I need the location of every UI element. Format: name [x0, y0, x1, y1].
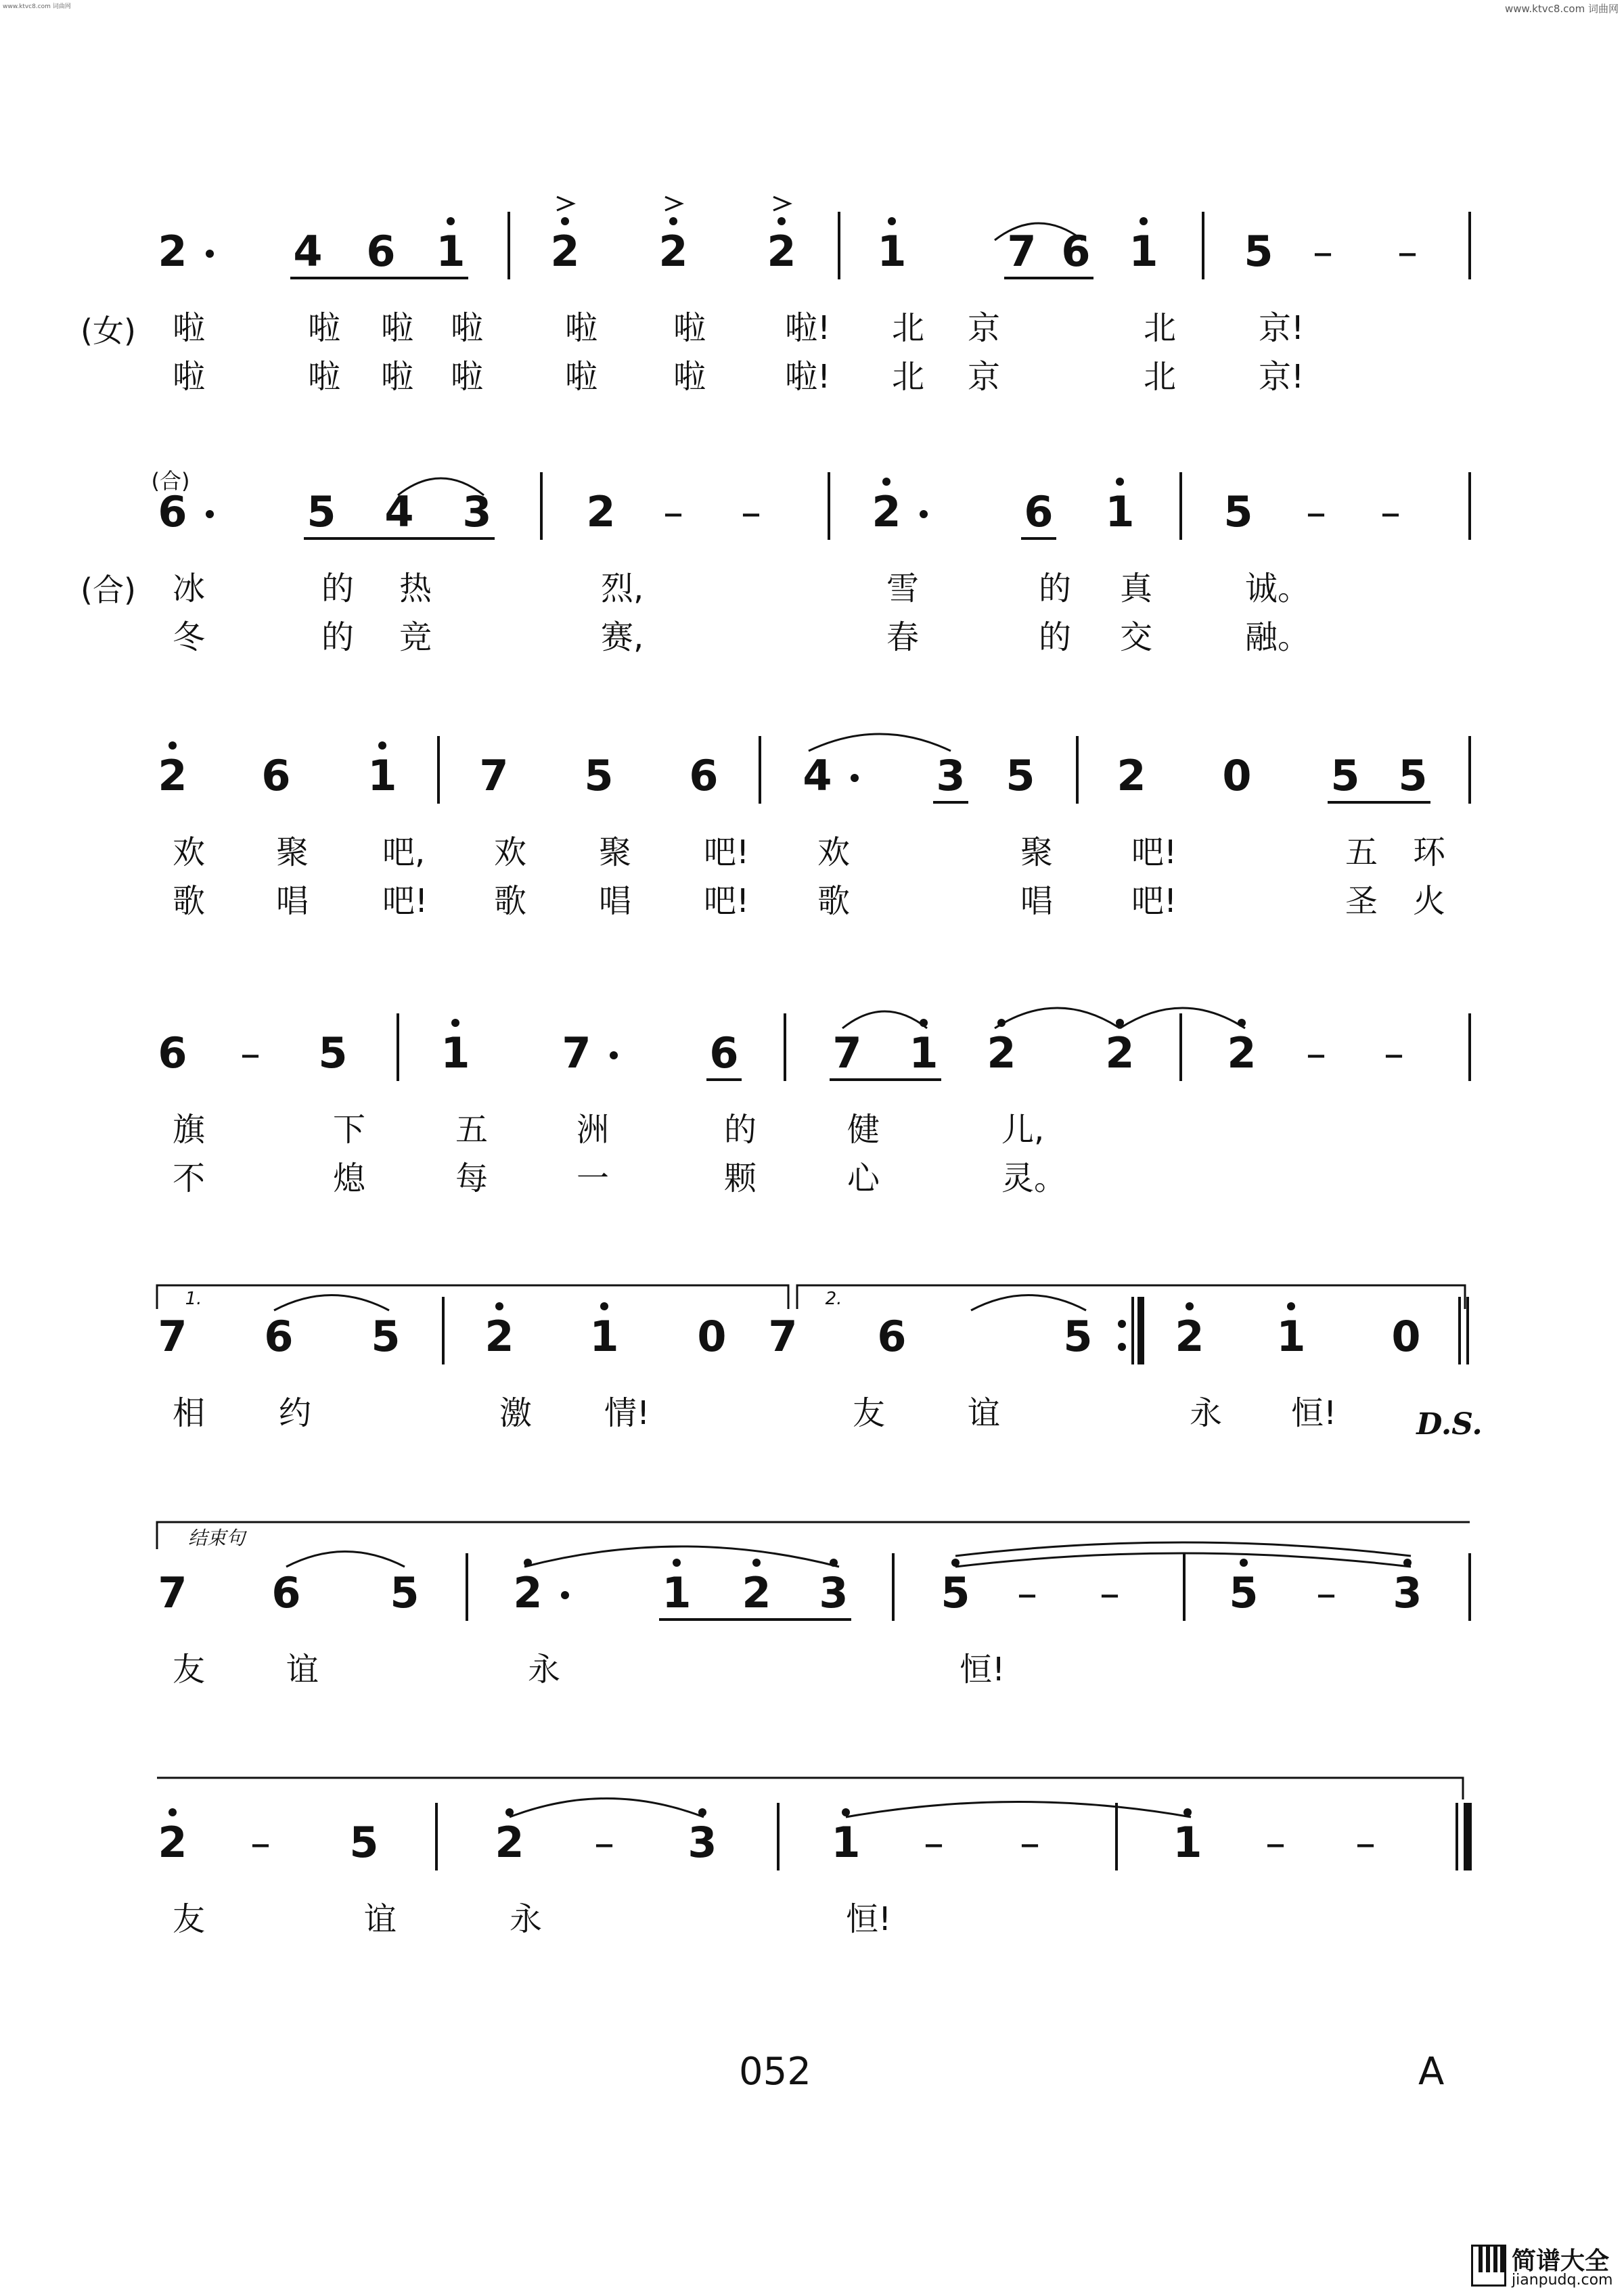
- volta-1-label: 1.: [185, 1289, 202, 1309]
- lyric-syllable: 下: [333, 1111, 366, 1149]
- lyric-syllable: 聚: [599, 833, 632, 871]
- lyric-syllable: 春: [886, 618, 920, 656]
- note-digit: 2: [586, 487, 616, 536]
- slur: [524, 1546, 839, 1567]
- note-digit: 2: [513, 1568, 543, 1617]
- extension-dash: –: [1017, 1570, 1037, 1617]
- high-octave-dot: [495, 1302, 503, 1310]
- note-digit: 6: [158, 1028, 187, 1078]
- lyric-syllable: 谊: [364, 1900, 397, 1938]
- lyric-syllable: 旗: [173, 1111, 206, 1149]
- note-digit: 4: [293, 227, 323, 276]
- note-digit: 5: [307, 487, 336, 536]
- lyric-syllable: 啦: [308, 358, 341, 396]
- note-digit: 7: [832, 1028, 862, 1078]
- repeat-dot: [1118, 1320, 1126, 1328]
- logo-title: 简谱大全: [1512, 2247, 1610, 2275]
- note-digit: 2: [1116, 751, 1146, 800]
- note-digit: 2: [158, 751, 187, 800]
- lyric-syllable: 健: [847, 1111, 880, 1149]
- note-digit: 7: [158, 1312, 187, 1361]
- lyric-syllable: 啦: [173, 309, 206, 347]
- lyric-syllable: 恒!: [1291, 1394, 1337, 1432]
- note-digit: 5: [349, 1818, 379, 1867]
- augmentation-dot: [206, 250, 214, 258]
- slur: [286, 1552, 405, 1567]
- lyric-syllable: 雪: [886, 570, 920, 607]
- extension-dash: –: [1306, 489, 1326, 536]
- lyric-syllable: 火: [1413, 882, 1446, 920]
- augmentation-dot: [610, 1051, 618, 1059]
- lyric-syllable: 不: [173, 1160, 206, 1197]
- note-digit: 1: [1276, 1312, 1306, 1361]
- high-octave-dot: [561, 217, 569, 225]
- lyric-syllable: 灵。: [1001, 1160, 1067, 1197]
- lyric-syllable: 心: [847, 1160, 880, 1197]
- lyric-syllable: 欢: [817, 833, 851, 871]
- note-digit: 3: [936, 751, 966, 800]
- note-digit: 5: [1063, 1312, 1093, 1361]
- note-digit: 1: [367, 751, 397, 800]
- lyric-syllable: 吧,: [382, 833, 426, 871]
- lyric-syllable: 吧!: [1131, 882, 1177, 920]
- high-octave-dot: [669, 217, 677, 225]
- note-digit: 5: [371, 1312, 401, 1361]
- lyric-syllable: 歌: [494, 882, 527, 920]
- lyric-syllable: 环: [1413, 833, 1446, 871]
- note-digit: 2: [158, 1818, 187, 1867]
- note-digit: 7: [562, 1028, 591, 1078]
- lyric-syllable: 北: [1144, 358, 1177, 396]
- lyric-syllable: 吧!: [704, 882, 750, 920]
- lyric-syllable: 啦: [673, 309, 706, 347]
- extension-dash: –: [1355, 1820, 1376, 1867]
- extension-dash: –: [1397, 229, 1418, 276]
- extension-dash: –: [1265, 1820, 1286, 1867]
- lyric-syllable: 北: [892, 309, 925, 347]
- coda-bracket-continued: [157, 1778, 1463, 1799]
- note-digit: 1: [877, 227, 907, 276]
- note-digit: 4: [803, 751, 832, 800]
- high-octave-dot: [1116, 478, 1124, 486]
- note-digit: 5: [941, 1568, 970, 1617]
- lyric-syllable: 烈,: [601, 570, 644, 607]
- note-digit: 5: [1398, 751, 1428, 800]
- lyric-syllable: 啦: [381, 309, 414, 347]
- lyric-syllable: 京: [968, 358, 1001, 396]
- note-digit: 2: [158, 227, 187, 276]
- lyric-syllable: 永: [1190, 1394, 1223, 1432]
- augmentation-dot: [851, 774, 859, 782]
- accent-mark: [773, 197, 790, 210]
- lyric-syllable: 热: [399, 570, 432, 607]
- extension-dash: –: [240, 1030, 261, 1078]
- note-digit: 6: [709, 1028, 739, 1078]
- coda-label: 结束句: [187, 1527, 246, 1549]
- note-digit: 3: [1393, 1568, 1422, 1617]
- lyric-syllable: 五: [1345, 833, 1378, 871]
- note-digit: 2: [742, 1568, 771, 1617]
- lyric-syllable: 京!: [1259, 309, 1305, 347]
- note-digit: 7: [768, 1312, 798, 1361]
- extension-dash: –: [1380, 489, 1401, 536]
- lyric-syllable: 啦: [173, 358, 206, 396]
- note-digit: 5: [390, 1568, 420, 1617]
- lyric-syllable: 北: [892, 358, 925, 396]
- lyric-syllable: 约: [279, 1394, 312, 1432]
- augmentation-dot: [920, 510, 928, 518]
- lyric-syllable: 啦: [673, 358, 706, 396]
- lyric-syllable: 冰: [173, 570, 206, 607]
- dal-segno-mark: D.S.: [1416, 1407, 1483, 1442]
- lyric-syllable: 京: [968, 309, 1001, 347]
- note-digit: 5: [584, 751, 614, 800]
- extension-dash: –: [924, 1820, 944, 1867]
- lyric-syllable: 唱: [1020, 882, 1054, 920]
- lyric-syllable: 五: [455, 1111, 489, 1149]
- slur: [510, 1799, 704, 1818]
- note-digit: 1: [436, 227, 466, 276]
- note-digit: 7: [1007, 227, 1037, 276]
- high-octave-dot: [1287, 1302, 1295, 1310]
- slur: [809, 734, 951, 751]
- lyric-syllable: 啦: [381, 358, 414, 396]
- header-left-text: www.ktvc8.com 词曲网: [3, 3, 71, 10]
- lyric-syllable: 的: [724, 1111, 757, 1149]
- slur: [842, 1011, 927, 1028]
- augmentation-dot: [561, 1591, 569, 1599]
- note-digit: 2: [987, 1028, 1016, 1078]
- lyric-syllable: 诚。: [1245, 570, 1311, 607]
- note-digit: 2: [1175, 1312, 1204, 1361]
- extension-dash: –: [250, 1820, 271, 1867]
- lyric-syllable: 欢: [173, 833, 206, 871]
- chorus-small-label: (合): [151, 468, 190, 494]
- note-digit: 0: [697, 1312, 727, 1361]
- lyric-syllable: 永: [528, 1651, 561, 1689]
- lyric-syllable: 融。: [1245, 618, 1311, 656]
- lyric-syllable: 的: [321, 618, 355, 656]
- lyric-syllable: 冬: [173, 618, 206, 656]
- extension-dash: –: [1313, 229, 1333, 276]
- note-digit: 5: [1223, 487, 1253, 536]
- female-part-label: (女): [81, 313, 136, 349]
- lyric-syllable: 啦: [308, 309, 341, 347]
- lyric-syllable: 恒!: [846, 1900, 892, 1938]
- lyric-syllable: 激: [499, 1394, 533, 1432]
- lyric-syllable: 洲: [577, 1111, 610, 1149]
- lyric-syllable: 真: [1120, 570, 1153, 607]
- lyric-syllable: 相: [173, 1394, 206, 1432]
- note-digit: 2: [484, 1312, 514, 1361]
- lyric-syllable: 的: [321, 570, 355, 607]
- high-octave-dot: [752, 1559, 761, 1567]
- high-octave-dot: [168, 1808, 177, 1816]
- lyric-syllable: 颗: [724, 1160, 757, 1197]
- lyric-syllable: 交: [1120, 618, 1153, 656]
- accent-mark: [665, 197, 681, 210]
- site-logo[interactable]: [1471, 2242, 1620, 2293]
- extension-dash: –: [1100, 1570, 1120, 1617]
- lyric-syllable: 啦: [565, 358, 598, 396]
- lyric-syllable: 北: [1144, 309, 1177, 347]
- high-octave-dot: [777, 217, 786, 225]
- extension-dash: –: [1316, 1570, 1336, 1617]
- note-digit: 6: [366, 227, 396, 276]
- slur: [995, 1008, 1120, 1028]
- note-digit: 5: [318, 1028, 348, 1078]
- lyric-syllable: 友: [853, 1394, 886, 1432]
- note-digit: 1: [589, 1312, 619, 1361]
- note-digit: 5: [1006, 751, 1035, 800]
- volta-bracket-2: [797, 1285, 1465, 1309]
- note-digit: 2: [550, 227, 580, 276]
- lyric-syllable: 聚: [1020, 833, 1054, 871]
- lyric-syllable: 啦!: [785, 309, 831, 347]
- high-octave-dot: [447, 217, 455, 225]
- lyric-syllable: 唱: [276, 882, 309, 920]
- high-octave-dot: [378, 741, 386, 750]
- slur: [274, 1295, 389, 1311]
- note-digit: 6: [1061, 227, 1091, 276]
- note-digit: 1: [831, 1818, 861, 1867]
- high-octave-dot: [882, 478, 890, 486]
- note-digit: 6: [877, 1312, 907, 1361]
- note-digit: 6: [1024, 487, 1054, 536]
- lyric-syllable: 谊: [286, 1651, 319, 1689]
- slur: [971, 1295, 1086, 1311]
- high-octave-dot: [888, 217, 896, 225]
- high-octave-dot: [168, 741, 177, 750]
- high-octave-dot: [1140, 217, 1148, 225]
- note-digit: 1: [1129, 227, 1158, 276]
- lyric-syllable: 友: [173, 1651, 206, 1689]
- high-octave-dot: [1186, 1302, 1194, 1310]
- accent-mark: [557, 197, 573, 210]
- note-digit: 1: [662, 1568, 692, 1617]
- lyric-syllable: 欢: [494, 833, 527, 871]
- note-digit: 7: [479, 751, 509, 800]
- lyric-syllable: 友: [173, 1900, 206, 1938]
- lyric-syllable: 儿,: [1001, 1111, 1045, 1149]
- piano-keys-icon: [1471, 2245, 1506, 2287]
- lyric-syllable: 唱: [599, 882, 632, 920]
- high-octave-dot: [1240, 1559, 1248, 1567]
- note-digit: 1: [1173, 1818, 1202, 1867]
- volta-2-label: 2.: [825, 1289, 842, 1309]
- lyric-syllable: 一: [577, 1160, 610, 1197]
- note-digit: 3: [819, 1568, 849, 1617]
- page-letter: A: [1418, 2050, 1445, 2094]
- note-digit: 0: [1391, 1312, 1421, 1361]
- repeat-dot: [1118, 1343, 1126, 1351]
- note-digit: 2: [767, 227, 796, 276]
- note-digit: 3: [687, 1818, 717, 1867]
- augmentation-dot: [206, 510, 214, 518]
- lyric-syllable: 吧!: [382, 882, 428, 920]
- lyric-syllable: 竞: [399, 618, 432, 656]
- note-digit: 7: [158, 1568, 187, 1617]
- lyric-syllable: 聚: [276, 833, 309, 871]
- lyric-syllable: 吧!: [1131, 833, 1177, 871]
- lyric-syllable: 永: [510, 1900, 543, 1938]
- lyric-syllable: 恒!: [960, 1651, 1006, 1689]
- note-digit: 1: [909, 1028, 939, 1078]
- volta-bracket-1: [157, 1285, 788, 1309]
- slur: [846, 1802, 1191, 1818]
- extension-dash: –: [1020, 1820, 1040, 1867]
- extension-dash: –: [663, 489, 683, 536]
- high-octave-dot: [842, 1808, 850, 1816]
- high-octave-dot: [600, 1302, 608, 1310]
- note-digit: 2: [658, 227, 688, 276]
- note-digit: 5: [1244, 227, 1273, 276]
- note-digit: 6: [271, 1568, 301, 1617]
- note-digit: 1: [1105, 487, 1135, 536]
- lyric-syllable: 情!: [604, 1394, 650, 1432]
- page-number: 052: [739, 2050, 811, 2094]
- chorus-part-label: (合): [81, 572, 136, 608]
- note-digit: 6: [264, 1312, 294, 1361]
- header-right-text: www.ktvc8.com 词曲网: [1504, 3, 1619, 15]
- lyric-syllable: 圣: [1345, 882, 1378, 920]
- extension-dash: –: [1384, 1030, 1404, 1078]
- lyric-syllable: 谊: [968, 1394, 1001, 1432]
- note-digit: 3: [462, 487, 492, 536]
- high-octave-dot: [673, 1559, 681, 1567]
- note-digit: 4: [384, 487, 414, 536]
- lyric-syllable: 每: [455, 1160, 489, 1197]
- note-digit: 6: [261, 751, 291, 800]
- high-octave-dot: [451, 1019, 459, 1027]
- note-digit: 5: [1330, 751, 1360, 800]
- note-digit: 6: [158, 487, 187, 536]
- note-digit: 1: [441, 1028, 470, 1078]
- note-digit: 2: [1105, 1028, 1135, 1078]
- note-digit: 6: [689, 751, 719, 800]
- extension-dash: –: [594, 1820, 614, 1867]
- lyric-syllable: 歌: [173, 882, 206, 920]
- lyric-syllable: 京!: [1259, 358, 1305, 396]
- note-digit: 0: [1222, 751, 1252, 800]
- note-digit: 2: [1227, 1028, 1257, 1078]
- lyric-syllable: 歌: [817, 882, 851, 920]
- lyric-syllable: 赛,: [601, 618, 644, 656]
- note-digit: 2: [872, 487, 901, 536]
- lyric-syllable: 啦!: [785, 358, 831, 396]
- lyric-syllable: 熄: [333, 1160, 366, 1197]
- lyric-syllable: 的: [1039, 570, 1072, 607]
- note-digit: 2: [495, 1818, 524, 1867]
- lyric-syllable: 的: [1039, 618, 1072, 656]
- logo-subtitle: jianpudq.com: [1512, 2272, 1613, 2289]
- note-digit: 5: [1229, 1568, 1259, 1617]
- lyric-syllable: 啦: [565, 309, 598, 347]
- extension-dash: –: [741, 489, 761, 536]
- lyric-syllable: 啦: [451, 309, 484, 347]
- lyric-syllable: 吧!: [704, 833, 750, 871]
- slur: [1120, 1008, 1245, 1028]
- extension-dash: –: [1306, 1030, 1326, 1078]
- lyric-syllable: 啦: [451, 358, 484, 396]
